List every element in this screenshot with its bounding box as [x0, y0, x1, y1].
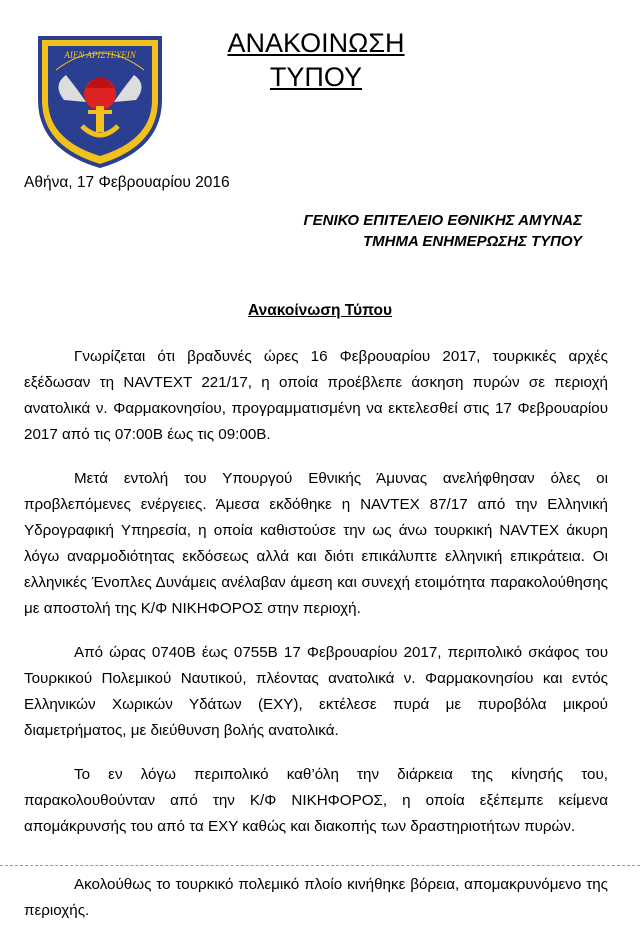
- document-title: [196, 26, 436, 94]
- document-tail: [24, 872, 608, 924]
- title-line-2: ΤΥΠΟΥ: [269, 62, 363, 92]
- emblem-logo: [34, 30, 166, 170]
- organization-block: [303, 210, 582, 252]
- paragraph-2: Μετά εντολή του Υπουργού Εθνικής Άμυνας ανελήφθησαν όλες οι προβλεπόμενες ενέργειες. Άμεσα εκδόθηκε η NAVTEX 87/17 από την Ελληνική Υδρογραφική Υπηρεσία, η οποία καθιστούσε την ως άνω τουρκική NAVTEX άκυρη λόγω αναρμοδιότητας εκδόσεως αλλά και διότι επικάλυπτε ελληνική επικράτεια. Οι ελληνικές Ένοπλες Δυνάμεις ανέλαβαν άμεση και συνεχή ετοιμότητα παρακολούθησης με αποστολή της Κ/Φ ΝΙΚΗΦΟΡΟΣ στην περιοχή.: [24, 470, 608, 617]
- org-line-1: ΓΕΝΙΚΟ ΕΠΙΤΕΛΕΙΟ ΕΘΝΙΚΗΣ ΑΜΥΝΑΣ: [303, 212, 582, 229]
- paragraph-1: Γνωρίζεται ότι βραδυνές ώρες 16 Φεβρουαρίου 2017, τουρκικές αρχές εξέδωσαν τη NAVTEXT 221/17, η οποία προέβλεπε άσκηση πυρών σε περιοχή ανατολικά ν. Φαρμακονησίου, προγραμματισμένη να εκτελεσθεί στις 17 Φεβρουαρίου 2017 από τις 07:00Β έως τις 09:00Β.: [24, 348, 608, 443]
- document-date: Αθήνα, 17 Φεβρουαρίου 2016: [24, 174, 230, 191]
- page-break-divider: [0, 865, 640, 866]
- logo-motto: ΑΙΕΝ ΑΡΙΣΤΕΥΕΙΝ: [64, 50, 136, 60]
- title-line-1: ΑΝΑΚΟΙΝΩΣΗ: [227, 28, 405, 58]
- document-body: [24, 344, 608, 858]
- org-line-2: ΤΜΗΜΑ ΕΝΗΜΕΡΩΣΗΣ ΤΥΠΟΥ: [362, 233, 582, 250]
- section-heading: Ανακοίνωση Τύπου: [247, 302, 393, 319]
- paragraph-3: Από ώρας 0740Β έως 0755Β 17 Φεβρουαρίου 2017, περιπολικό σκάφος του Τουρκικού Πολεμικού Ναυτικού, πλέοντας ανατολικά ν. Φαρμακονησίου και εντός Ελληνικών Χωρικών Υδάτων (ΕΧΥ), εκτέλεσε πυρά με πυροβόλα μικρού διαμετρήματος, με διεύθυνση βολής ανατολικά.: [24, 644, 608, 739]
- paragraph-5: Ακολούθως το τουρκικό πολεμικό πλοίο κινήθηκε βόρεια, απομακρυνόμενο της περιοχής.: [24, 876, 608, 919]
- paragraph-4: Το εν λόγω περιπολικό καθ’όλη την διάρκεια της κίνησής του, παρακολουθούνταν από την Κ/Φ ΝΙΚΗΦΟΡΟΣ, η οποία εξέπεμπε κείμενα απομάκρυνσής του από τα ΕΧΥ καθώς και διακοπής των δραστηριοτήτων πυρών.: [24, 766, 608, 835]
